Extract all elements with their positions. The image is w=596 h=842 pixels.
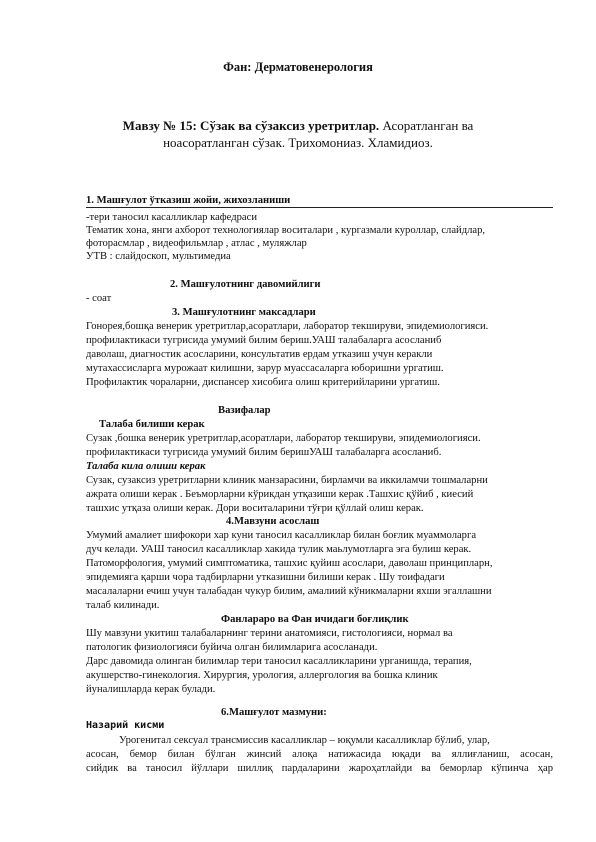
- section5-line: Шу мавзуни укитиш талабаларнинг терини анатомияси, гистологияси, нормал ва: [86, 628, 453, 639]
- section4-line: Патоморфология, умумий симптоматика, ташхис қуйиш асослари, даволаш принципларн,: [86, 558, 493, 569]
- student-can-heading: Талаба кила олиши керак: [86, 461, 206, 472]
- section5-line: йуналишларда керак булади.: [86, 684, 216, 695]
- section1-line: УТВ : слайдоскоп, мультимедиа: [86, 251, 231, 262]
- tasks-line: ташхис утқаза олиши керак. Дори воситаларини тўғри қўллай олиш керак.: [86, 503, 424, 514]
- section6-line: сийдик ва таносил йўллари шиллиқ пардаларини жароҳатлайди ва беморлар кўпинча ҳар: [86, 763, 553, 774]
- theory-heading: Назарий кисми: [86, 720, 165, 731]
- section5-line: патологик физиологияси буйича олган билимларига асосланади.: [86, 642, 378, 653]
- section2-heading: 2. Машғулотнинг давомийлиги: [170, 279, 321, 290]
- section4-line: Умумий амалиет шифокори хар куни таносил касалликлар билан боғлик муаммоларга: [86, 530, 477, 541]
- section6-line: асосан, бемор билан бўлган жинсий алоқа натижасида юқади ва яллиғланиш, асосан,: [86, 749, 553, 760]
- section3-line: даволаш, диагностик асосларини, консультатив ердам утказиш учун керакли: [86, 349, 433, 360]
- topic-title-line2: ноасоратланган сўзак. Трихомониаз. Хламидиоз.: [163, 135, 433, 150]
- section3-line: мутахассисларга мурожаат килишни, зарур муассасаларга юборишни ургатиш.: [86, 363, 444, 374]
- section4-line: масалаларни ечиш учун талабадан чукур билим, амалиий кўникмаларни яхши эгаллашни: [86, 586, 492, 597]
- section1-heading: 1. Машғулот ўтказиш жойи, жихозланиши: [86, 195, 291, 206]
- section3-line: профилактикаси тугрисида умумий билим бериш.УАШ талабаларга асосланиб: [86, 335, 442, 346]
- section3-line: Профилактик чораларни, диспансер хисобига олиш критерийларини ургатиш.: [86, 377, 440, 388]
- section1-underline: [86, 207, 553, 208]
- section5-line: акушерство-гинекология. Хирургия, урология, аллергология ва бошка клиник: [86, 670, 438, 681]
- section4-line: дуч келади. УАШ таносил касалликлар хакида тулик маьлумотларга эга булиш керак.: [86, 544, 472, 555]
- section1-line: Тематик хона, янги ахборот технологиялар воситалари , кургазмали куроллар, слайдлар,: [86, 225, 486, 236]
- tasks-line: Сузак, сузаксиз уретритларни клиник манзарасини, бирламчи ва иккиламчи тошмаларни: [86, 475, 488, 486]
- topic-title-rest: Асоратланган ва: [379, 118, 474, 133]
- section1-line: -тери таносил касалликлар кафедраси: [86, 212, 257, 223]
- section1-line: фоторасмлар , видеофильмлар , атлас , муляжлар: [86, 238, 307, 249]
- student-knows-heading: Талаба билиши керак: [99, 419, 205, 430]
- subject-title: Фан: Дерматовенерология: [223, 60, 373, 74]
- section6-heading: 6.Машғулот мазмуни:: [221, 707, 327, 718]
- topic-title-bold: Мавзу № 15: Сўзак ва сўзаксиз уретритлар.: [122, 118, 380, 133]
- topic-title-line1: [0, 118, 596, 134]
- tasks-line: профилактикаси тугрисида умумий билим беришУАШ талабаларга асосланиб.: [86, 447, 442, 458]
- tasks-heading: Вазифалар: [218, 405, 271, 416]
- section5-line: Дарс давомида олинган билимлар тери таносил касалликларини урганишда, терапия,: [86, 656, 472, 667]
- section3-heading: 3. Машғулотнинг максадлари: [172, 307, 316, 318]
- tasks-line: Сузак ,бошка венерик уретритлар,асоратлари, лаборатор текшируви, эпидемиологияси.: [86, 433, 481, 444]
- tasks-line: ажрата олиши керак . Беъморларни кўрикдан утқазиши керак .Ташхис қўйиб , киесий: [86, 489, 474, 500]
- section2-line: - соат: [86, 293, 112, 304]
- section4-heading: 4.Мавзуни асослаш: [226, 516, 320, 527]
- section5-heading: Фанлараро ва Фан ичидаги боғлиқлик: [221, 614, 409, 625]
- section6-line: Урогенитал сексуал трансмиссив касалликлар – юқумли касалликлар бўлиб, улар,: [119, 735, 490, 746]
- section3-line: Гонорея,бошқа венерик уретритлар,асоратлари, лаборатор текшируви, эпидемиологияси.: [86, 321, 489, 332]
- section4-line: эпидемияга қарши чора тадбирларни утказишни билиши керак . Шу тоифадаги: [86, 572, 445, 583]
- section4-line: талаб килинади.: [86, 600, 160, 611]
